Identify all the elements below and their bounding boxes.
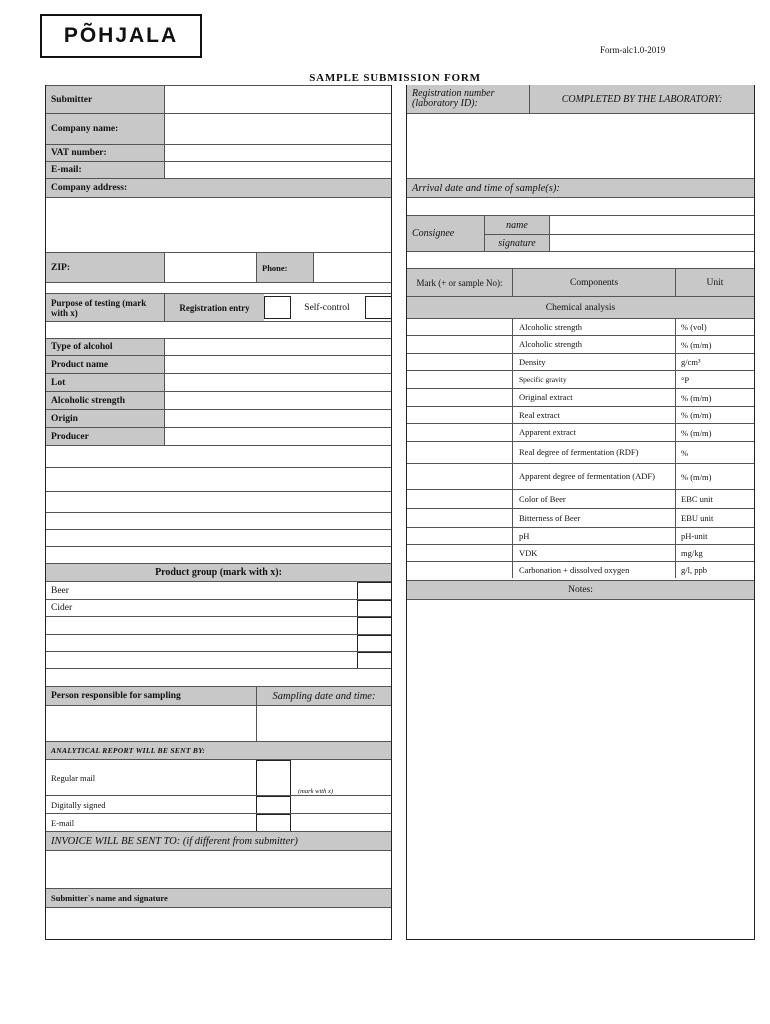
email-row bbox=[46, 161, 391, 178]
analysis-unit: % (vol) bbox=[675, 319, 754, 335]
analysis-mark-field[interactable] bbox=[407, 354, 512, 370]
consignee-label: Consignee bbox=[412, 228, 455, 239]
arrival-field[interactable] bbox=[407, 197, 754, 215]
invoice-field[interactable] bbox=[46, 850, 391, 888]
analysis-unit: % (m/m) bbox=[675, 464, 754, 489]
producer-label: Producer bbox=[51, 431, 89, 442]
analysis-component: pH bbox=[512, 528, 675, 544]
analysis-unit: EBC unit bbox=[675, 490, 754, 508]
analysis-row bbox=[407, 388, 754, 406]
pohjala-logo: PÕHJALA bbox=[40, 14, 202, 58]
analysis-row bbox=[407, 353, 754, 370]
signature-label: Submitter`s name and signature bbox=[51, 893, 168, 903]
purpose-row bbox=[46, 293, 391, 321]
blank-row[interactable] bbox=[46, 491, 391, 512]
notes-field[interactable] bbox=[407, 599, 754, 940]
analysis-component: Specific gravity bbox=[512, 371, 675, 388]
origin-field[interactable] bbox=[164, 410, 391, 427]
self-control-checkbox[interactable] bbox=[365, 296, 392, 319]
product-group-blank bbox=[46, 616, 391, 634]
signature-field[interactable] bbox=[46, 907, 391, 940]
chemical-analysis-header: Chemical analysis bbox=[407, 296, 754, 318]
submitter-row bbox=[46, 85, 391, 113]
product-group-header: Product group (mark with x): bbox=[46, 563, 391, 581]
reg-number-label: Registration number (laboratory ID): bbox=[407, 85, 529, 113]
analysis-mark-field[interactable] bbox=[407, 490, 512, 508]
spacer-row bbox=[46, 668, 391, 686]
cider-label: Cider bbox=[51, 603, 73, 613]
analysis-header bbox=[407, 268, 754, 296]
form-code: Form-alc1.0-2019 bbox=[600, 45, 666, 55]
analysis-unit: % (m/m) bbox=[675, 389, 754, 406]
vat-label: VAT number: bbox=[51, 148, 107, 158]
company-name-label: Company name: bbox=[51, 124, 119, 134]
product-name-label: Product name bbox=[51, 359, 109, 370]
analysis-mark-field[interactable] bbox=[407, 509, 512, 527]
alc-strength-label: Alcoholic strength bbox=[51, 395, 125, 406]
product-name-field[interactable] bbox=[164, 356, 391, 373]
consignee-row bbox=[407, 215, 754, 251]
analysis-unit: g/l, ppb bbox=[675, 562, 754, 578]
type-alcohol-field[interactable] bbox=[164, 339, 391, 355]
analysis-component: Color of Beer bbox=[512, 490, 675, 508]
analysis-component: Alcoholic strength bbox=[512, 336, 675, 353]
sampling-header bbox=[46, 686, 391, 705]
product-group-blank bbox=[46, 651, 391, 668]
blank-row[interactable] bbox=[46, 546, 391, 563]
analysis-row bbox=[407, 508, 754, 527]
right-column bbox=[406, 85, 755, 940]
vat-field[interactable] bbox=[164, 145, 391, 161]
analysis-component: Real extract bbox=[512, 407, 675, 423]
analysis-component: Bitterness of Beer bbox=[512, 509, 675, 527]
blank-checkbox[interactable] bbox=[357, 617, 392, 635]
signature-header bbox=[46, 888, 391, 907]
vat-row bbox=[46, 144, 391, 161]
analysis-component: Density bbox=[512, 354, 675, 370]
blank-row[interactable] bbox=[46, 512, 391, 529]
email-report-checkbox[interactable] bbox=[256, 814, 291, 832]
analysis-row bbox=[407, 489, 754, 508]
report-header bbox=[46, 741, 391, 759]
analysis-row bbox=[407, 441, 754, 463]
email-label: E-mail: bbox=[51, 165, 82, 175]
analysis-mark-field[interactable] bbox=[407, 442, 512, 463]
analysis-unit: °P bbox=[675, 371, 754, 388]
origin-row bbox=[46, 409, 391, 427]
regular-mail-checkbox[interactable] bbox=[256, 760, 291, 796]
product-name-row bbox=[46, 355, 391, 373]
spacer-row bbox=[46, 321, 391, 338]
analysis-component: Alcoholic strength bbox=[512, 319, 675, 335]
sampling-date-field[interactable] bbox=[256, 706, 391, 741]
analysis-unit: mg/kg bbox=[675, 545, 754, 561]
analysis-row bbox=[407, 527, 754, 544]
sampling-fields bbox=[46, 705, 391, 741]
analysis-unit: EBU unit bbox=[675, 509, 754, 527]
blank-row[interactable] bbox=[46, 529, 391, 546]
arrival-header bbox=[407, 178, 754, 197]
lot-row bbox=[46, 373, 391, 391]
unit-header: Unit bbox=[675, 269, 754, 296]
analysis-row bbox=[407, 544, 754, 561]
email-field[interactable] bbox=[164, 162, 391, 178]
company-address-label: Company address: bbox=[51, 183, 128, 193]
page-title: SAMPLE SUBMISSION FORM bbox=[309, 72, 481, 84]
analysis-mark-field[interactable] bbox=[407, 528, 512, 544]
analysis-row bbox=[407, 561, 754, 578]
analysis-mark-field[interactable] bbox=[407, 371, 512, 388]
analysis-mark-field[interactable] bbox=[407, 562, 512, 578]
lab-id-field[interactable] bbox=[407, 113, 754, 178]
analysis-unit: % (m/m) bbox=[675, 407, 754, 423]
email-report-label: E-mail bbox=[51, 817, 75, 828]
submitter-field[interactable] bbox=[164, 86, 391, 113]
origin-label: Origin bbox=[51, 413, 78, 424]
blank-row[interactable] bbox=[46, 445, 391, 467]
company-name-row bbox=[46, 113, 391, 144]
company-address-field[interactable] bbox=[46, 197, 391, 252]
analysis-component: Carbonation + dissolved oxygen bbox=[512, 562, 675, 578]
reg-number-row bbox=[407, 85, 754, 113]
digitally-signed-row bbox=[46, 795, 391, 813]
consignee-signature-label: signature bbox=[484, 234, 549, 252]
invoice-label: INVOICE WILL BE SENT TO: (if different from submitter) bbox=[51, 835, 298, 847]
report-sent-by-label: ANALYTICAL REPORT WILL BE SENT BY: bbox=[51, 746, 206, 755]
beer-label: Beer bbox=[51, 585, 69, 596]
digitally-signed-checkbox[interactable] bbox=[256, 796, 291, 814]
spacer-row bbox=[46, 282, 391, 293]
analysis-mark-field[interactable] bbox=[407, 464, 512, 489]
company-name-field[interactable] bbox=[164, 114, 391, 144]
analysis-unit: % bbox=[675, 442, 754, 463]
person-sampling-field[interactable] bbox=[46, 706, 256, 741]
cider-checkbox[interactable] bbox=[357, 600, 392, 617]
zip-phone-row bbox=[46, 252, 391, 282]
submitter-label: Submitter bbox=[51, 94, 93, 105]
analysis-component: Real degree of fermentation (RDF) bbox=[512, 442, 675, 463]
product-group-blank bbox=[46, 634, 391, 651]
product-group-cider bbox=[46, 599, 391, 616]
producer-row bbox=[46, 427, 391, 445]
analysis-unit: % (m/m) bbox=[675, 424, 754, 441]
self-control-label: Self-control bbox=[304, 302, 350, 313]
registration-entry-checkbox[interactable] bbox=[264, 296, 291, 319]
alc-strength-row bbox=[46, 391, 391, 409]
blank-row[interactable] bbox=[46, 467, 391, 491]
analysis-mark-field[interactable] bbox=[407, 545, 512, 561]
analysis-unit: g/cm³ bbox=[675, 354, 754, 370]
analysis-component: Apparent extract bbox=[512, 424, 675, 441]
phone-field[interactable] bbox=[313, 253, 391, 282]
analysis-component: Original extract bbox=[512, 389, 675, 406]
components-header: Components bbox=[512, 269, 675, 296]
regular-mail-label: Regular mail bbox=[51, 772, 96, 783]
analysis-mark-field[interactable] bbox=[407, 319, 512, 335]
zip-field[interactable] bbox=[164, 253, 256, 282]
arrival-label: Arrival date and time of sample(s): bbox=[412, 182, 560, 194]
producer-field[interactable] bbox=[164, 428, 391, 445]
analysis-component: Apparent degree of fermentation (ADF) bbox=[512, 464, 675, 489]
email-report-row bbox=[46, 813, 391, 831]
analysis-mark-field[interactable] bbox=[407, 407, 512, 423]
consignee-name-field[interactable] bbox=[549, 216, 754, 234]
blank-checkbox[interactable] bbox=[357, 635, 392, 652]
consignee-name-label: name bbox=[484, 216, 549, 234]
purpose-label: Purpose of testing (mark with x) bbox=[46, 294, 164, 321]
analysis-row bbox=[407, 463, 754, 489]
registration-entry-label: Registration entry bbox=[164, 294, 264, 321]
regular-mail-row bbox=[46, 759, 391, 795]
alc-strength-field[interactable] bbox=[164, 392, 391, 409]
zip-label: ZIP: bbox=[46, 253, 164, 282]
analysis-row bbox=[407, 370, 754, 388]
beer-checkbox[interactable] bbox=[357, 582, 392, 600]
analysis-mark-field[interactable] bbox=[407, 389, 512, 406]
completed-by-lab-label: COMPLETED BY THE LABORATORY: bbox=[529, 85, 754, 113]
phone-label: Phone: bbox=[256, 253, 313, 282]
analysis-row bbox=[407, 335, 754, 353]
mark-header: Mark (+ or sample No): bbox=[416, 277, 503, 288]
invoice-header bbox=[46, 831, 391, 850]
sampling-date-label: Sampling date and time: bbox=[256, 687, 391, 705]
lot-label: Lot bbox=[51, 377, 66, 388]
consignee-signature-field[interactable] bbox=[549, 234, 754, 252]
left-column bbox=[45, 85, 392, 940]
product-group-beer bbox=[46, 581, 391, 599]
analysis-unit: pH-unit bbox=[675, 528, 754, 544]
analysis-mark-field[interactable] bbox=[407, 424, 512, 441]
analysis-row bbox=[407, 423, 754, 441]
company-address-row bbox=[46, 178, 391, 197]
analysis-row bbox=[407, 318, 754, 335]
analysis-unit: % (m/m) bbox=[675, 336, 754, 353]
lot-field[interactable] bbox=[164, 374, 391, 391]
analysis-row bbox=[407, 406, 754, 423]
mark-with-x-note: (mark with x) bbox=[298, 788, 334, 795]
notes-header: Notes: bbox=[407, 580, 754, 599]
spacer-row bbox=[407, 251, 754, 268]
person-sampling-label: Person responsible for sampling bbox=[51, 691, 181, 701]
type-alcohol-label: Type of alcohol bbox=[51, 342, 113, 352]
blank-checkbox[interactable] bbox=[357, 652, 392, 669]
analysis-component: VDK bbox=[512, 545, 675, 561]
type-alcohol-row bbox=[46, 338, 391, 355]
analysis-mark-field[interactable] bbox=[407, 336, 512, 353]
digitally-signed-label: Digitally signed bbox=[51, 799, 106, 810]
